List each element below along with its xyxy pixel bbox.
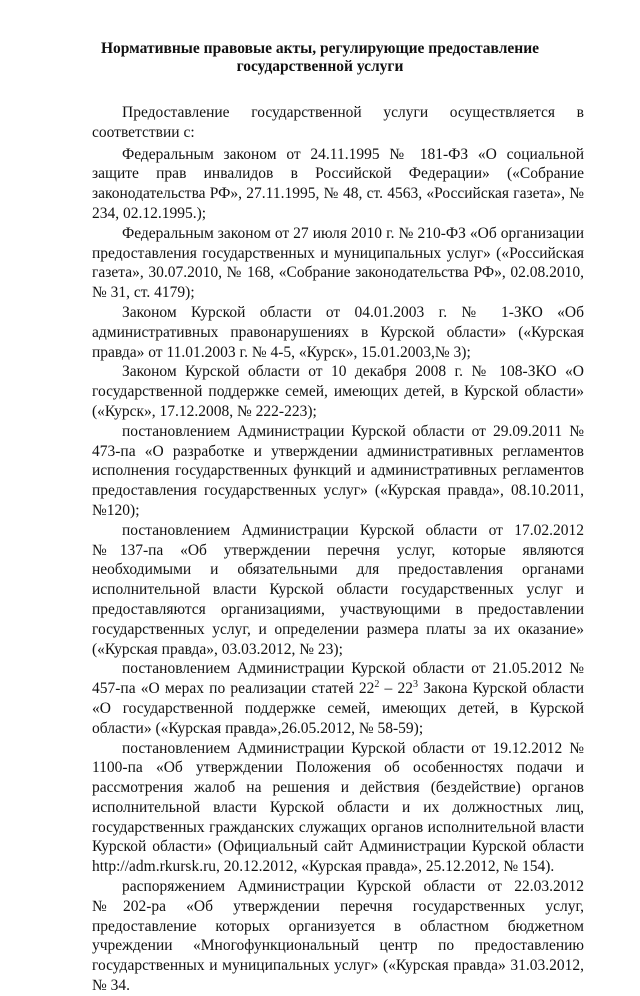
act-item-1: Федеральным законом от 24.11.1995 № 181-ФЗ «О социальной защите прав инвалидов в Российской Федерации» («Собрание законодательства РФ», 27.11.1995, № 48, ст. 4563, «Российская газета», № 234, 02.12.1995.); (92, 145, 584, 222)
act-item-7-sup-b: 3 (412, 679, 418, 691)
act-item-4: Законом Курской области от 10 декабря 2008 г. № 108-ЗКО «О государственной поддержке семей, имеющих детей, в Курской области» («Курск», 17.12.2008, № 222-223); (92, 363, 584, 420)
act-item-3: Законом Курской области от 04.01.2003 г. № 1-ЗКО «Об административных правонарушениях в Курской области» («Курская правда» от 11.01.2003 г. № 4-5, «Курск», 15.01.2003,№ 3); (92, 303, 584, 361)
act-item-9: распоряжением Администрации Курской области от 22.03.2012 №202-ра «Об утверждении перечня государственных услуг, предоставление которых организуется в областном бюджетном учреждении «Многофункциональный центр по предоставлению государственных и муниципальных услуг» («Курская правда» 31.03.2012, № 34. (92, 878, 584, 995)
act-item-7 (92, 659, 584, 738)
intro-paragraph: Предоставление государственной услуги осуществляется в соответствии с: (92, 104, 584, 141)
act-item-7-text-b: – 22 (379, 680, 413, 698)
act-item-7-text-a: постановлением Администрации Курской области от 21.05.2012 № 457-па «О мерах по реализации статей 22 (92, 660, 584, 698)
act-item-6: постановлением Администрации Курской области от 17.02.2012 №137-па «Об утверждении перечня услуг, которые являются необходимыми и обязательными для предоставления органами исполнительной власти Курской области государственных услуг и предоставляются организациями, участвующими в предоставлении государственных услуг, и определении размера платы за их оказание» («Курская правда», 03.03.2012, № 23); (92, 521, 584, 658)
act-item-8: постановлением Администрации Курской области от 19.12.2012 № 1100-па «Об утверждении Положения об особенностях подачи и рассмотрения жалоб на решения и действия (бездействие) органов исполнительной власти Курской области и их должностных лиц, государственных гражданских служащих органов исполнительной власти Курской области» (Официальный сайт Администрации Курской области http://adm.rkursk.ru, 20.12.2012, «Курская правда», 25.12.2012, № 154). (92, 739, 584, 876)
act-item-2: Федеральным законом от 27 июля 2010 г. № 210-ФЗ «Об организации предоставления государственных и муниципальных услуг» («Российская газета», 30.07.2010, № 168, «Собрание законодательства РФ», 02.08.2010, № 31, ст. 4179); (92, 224, 584, 302)
document-title (100, 40, 540, 76)
title-line-1: Нормативные правовые акты, регулирующие предоставление (100, 40, 540, 57)
act-item-5: постановлением Администрации Курской области от 29.09.2011 № 473-па «О разработке и утверждении административных регламентов исполнения государственных функций и административных регламентов предоставления государственных услуг» («Курская правда», 08.10.2011, №120); (92, 422, 584, 519)
document-body (92, 103, 584, 996)
title-line-2: государственной услуги (236, 58, 404, 75)
act-item-7-sup-a: 2 (374, 679, 380, 691)
act-item-7-text-c: Закона Курской области «О государственной поддержке семей, имеющих детей, в Курской области» («Курская правда»,26.05.2012, № 58-59); (92, 680, 585, 737)
